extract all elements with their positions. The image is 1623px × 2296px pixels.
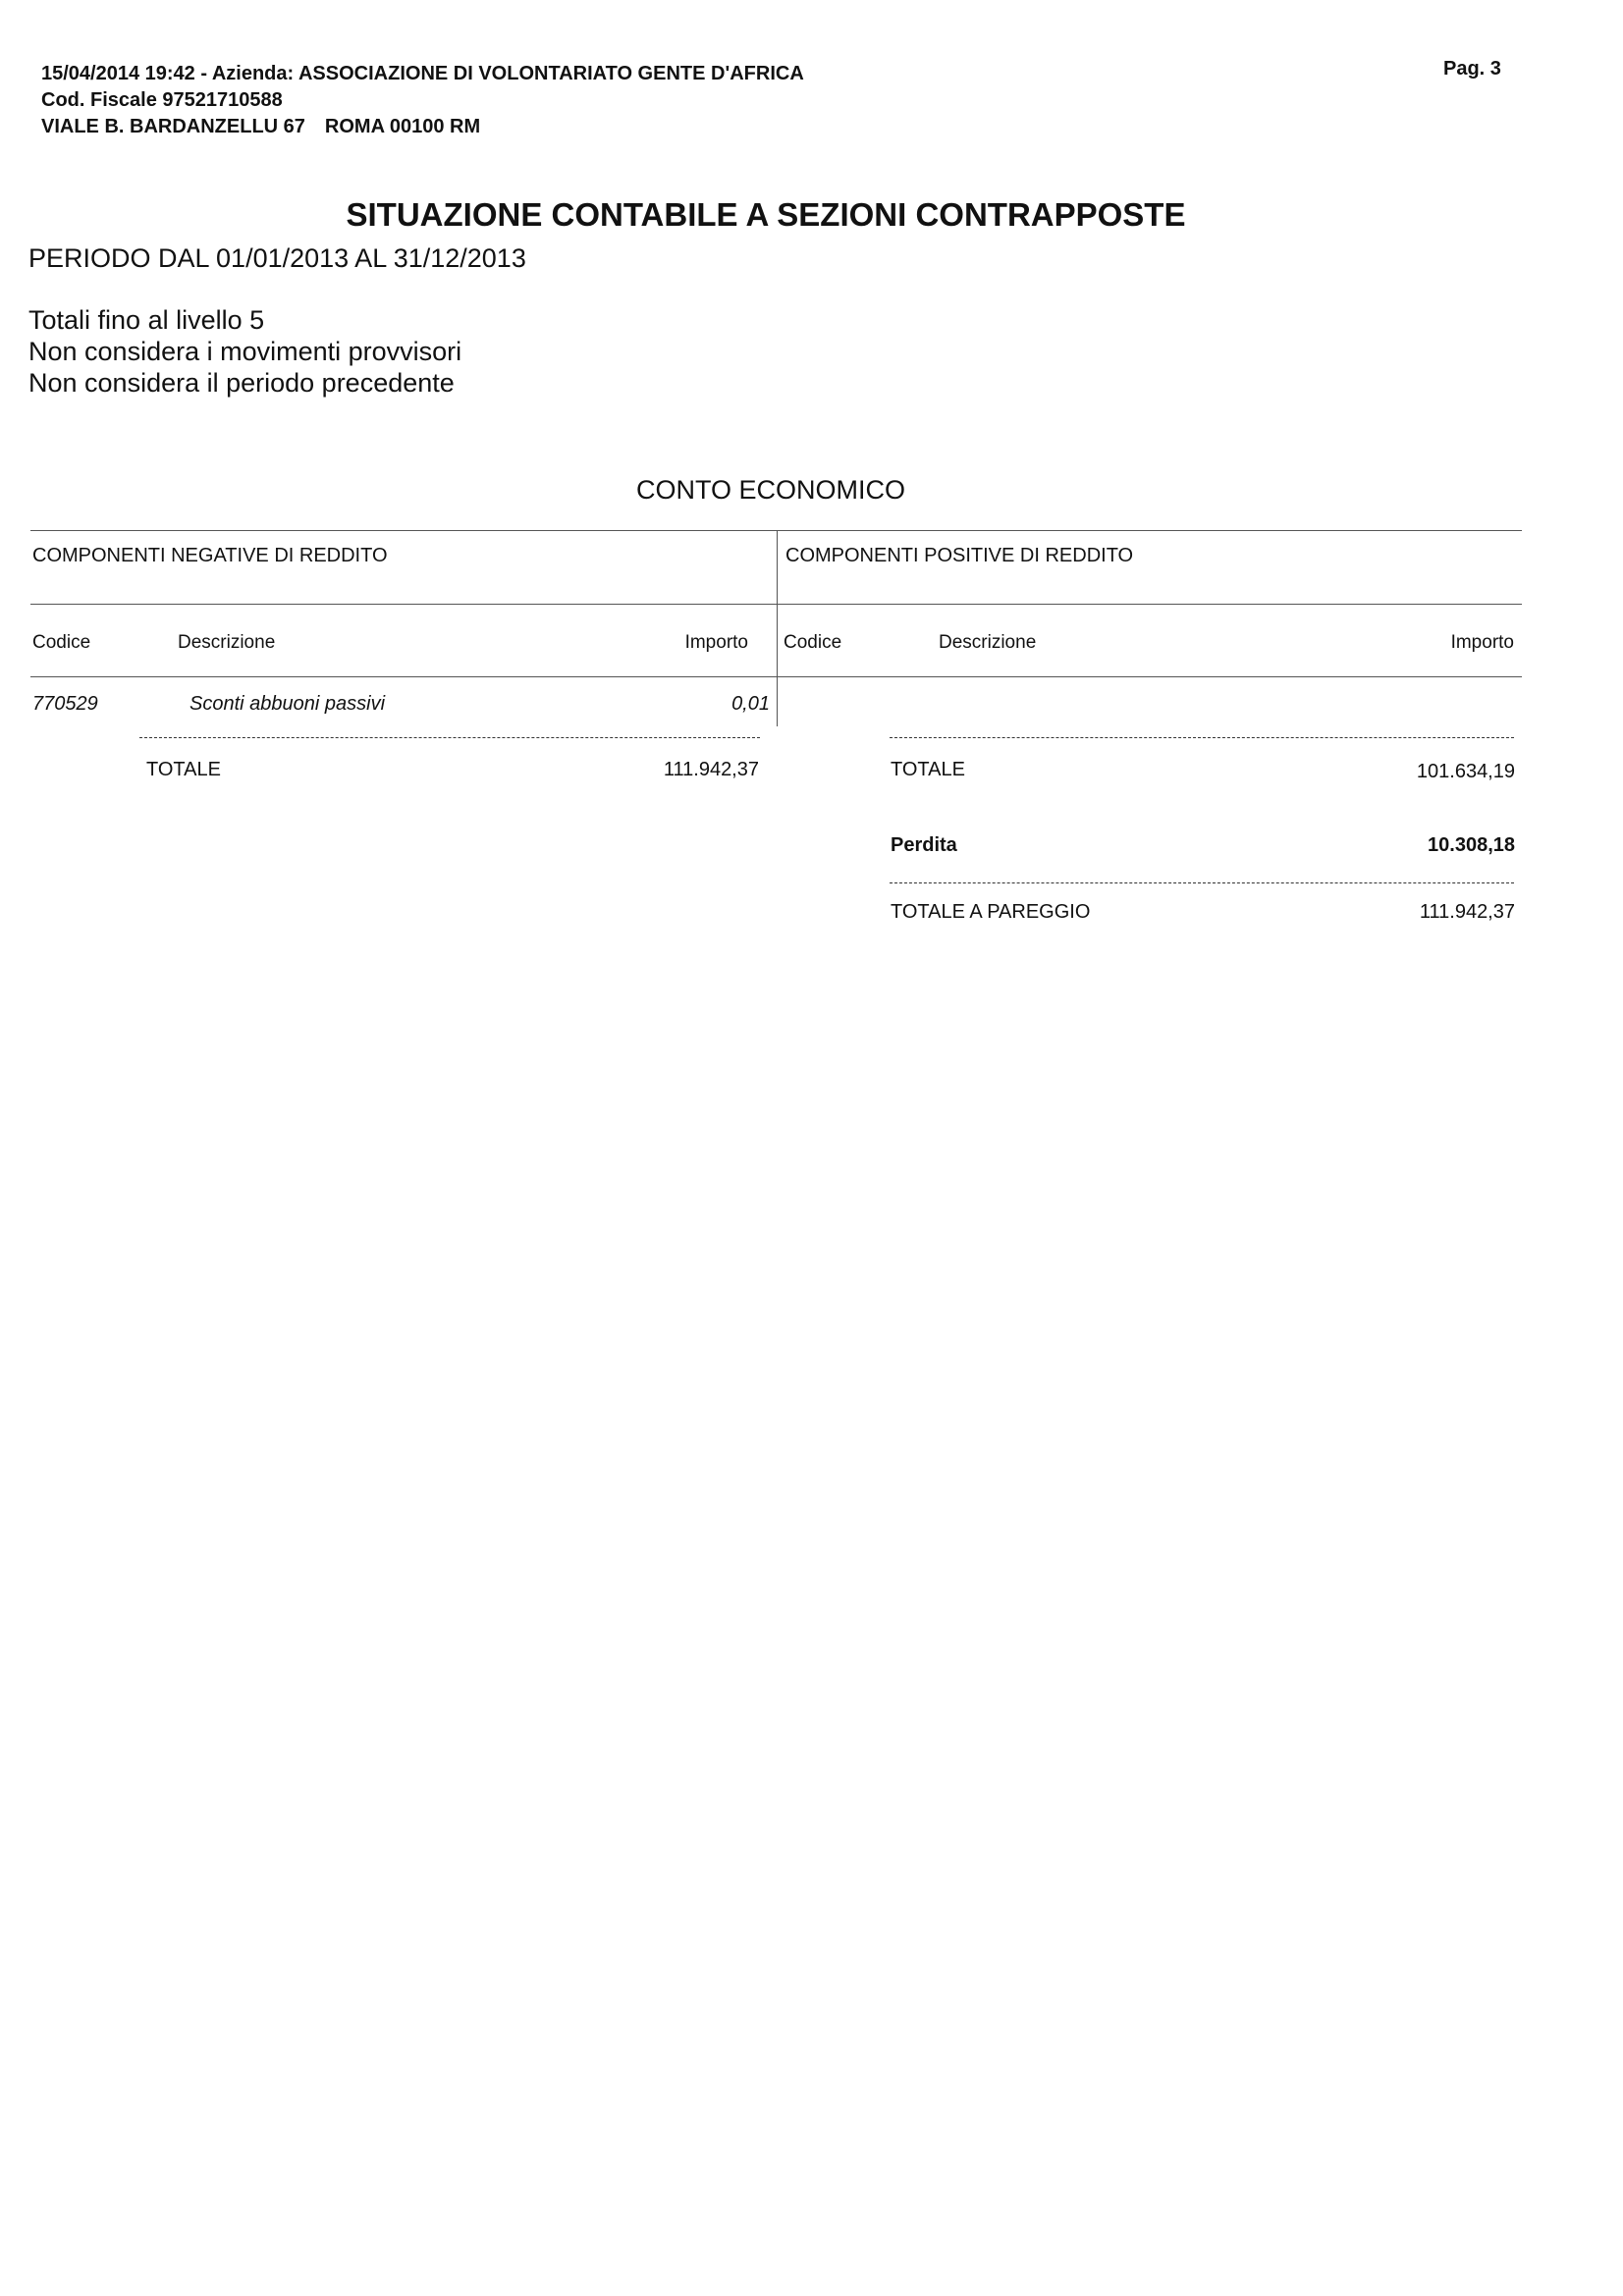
report-header-line: 15/04/2014 19:42 - Azienda: ASSOCIAZIONE DI VOLONTARIATO GENTE D'AFRICA bbox=[41, 63, 804, 84]
report-option: Non considera il periodo precedente bbox=[28, 368, 455, 398]
right-code-header: Codice bbox=[784, 632, 842, 653]
left-description-header: Descrizione bbox=[178, 632, 276, 653]
tax-code: Cod. Fiscale 97521710588 bbox=[41, 89, 283, 111]
left-code-header: Codice bbox=[32, 632, 91, 653]
left-amount-header: Importo bbox=[684, 632, 748, 653]
right-total-label: TOTALE bbox=[891, 759, 965, 780]
street-address: VIALE B. BARDANZELLU 67 bbox=[41, 116, 305, 137]
left-section-heading: COMPONENTI NEGATIVE DI REDDITO bbox=[32, 545, 388, 566]
city-address: ROMA 00100 RM bbox=[324, 116, 481, 137]
balance-total-label: TOTALE A PAREGGIO bbox=[891, 901, 1091, 923]
row-description: Sconti abbuoni passivi bbox=[189, 693, 386, 715]
right-section-heading: COMPONENTI POSITIVE DI REDDITO bbox=[785, 545, 1134, 566]
balance-separator bbox=[890, 882, 1514, 883]
row-amount: 0,01 bbox=[731, 693, 770, 715]
section-title: CONTO ECONOMICO bbox=[635, 475, 905, 505]
report-period: PERIODO DAL 01/01/2013 AL 31/12/2013 bbox=[28, 243, 526, 273]
report-option: Non considera i movimenti provvisori bbox=[28, 337, 462, 366]
right-total-separator bbox=[890, 737, 1514, 738]
company-address bbox=[41, 114, 480, 140]
report-title: SITUAZIONE CONTABILE A SEZIONI CONTRAPPOSTE bbox=[346, 196, 1186, 233]
report-option: Totali fino al livello 5 bbox=[28, 305, 265, 335]
right-total-value: 101.634,19 bbox=[1416, 761, 1515, 782]
left-total-label: TOTALE bbox=[146, 759, 221, 780]
table-center-divider bbox=[777, 530, 778, 726]
right-amount-header: Importo bbox=[1450, 632, 1514, 653]
page-number: Pag. 3 bbox=[1443, 58, 1501, 80]
loss-value: 10.308,18 bbox=[1428, 834, 1515, 856]
loss-label: Perdita bbox=[891, 834, 957, 856]
balance-total-value: 111.942,37 bbox=[1419, 901, 1515, 923]
left-total-value: 111.942,37 bbox=[663, 759, 759, 780]
left-total-separator bbox=[139, 737, 760, 738]
row-code: 770529 bbox=[32, 693, 98, 715]
right-description-header: Descrizione bbox=[939, 632, 1037, 653]
